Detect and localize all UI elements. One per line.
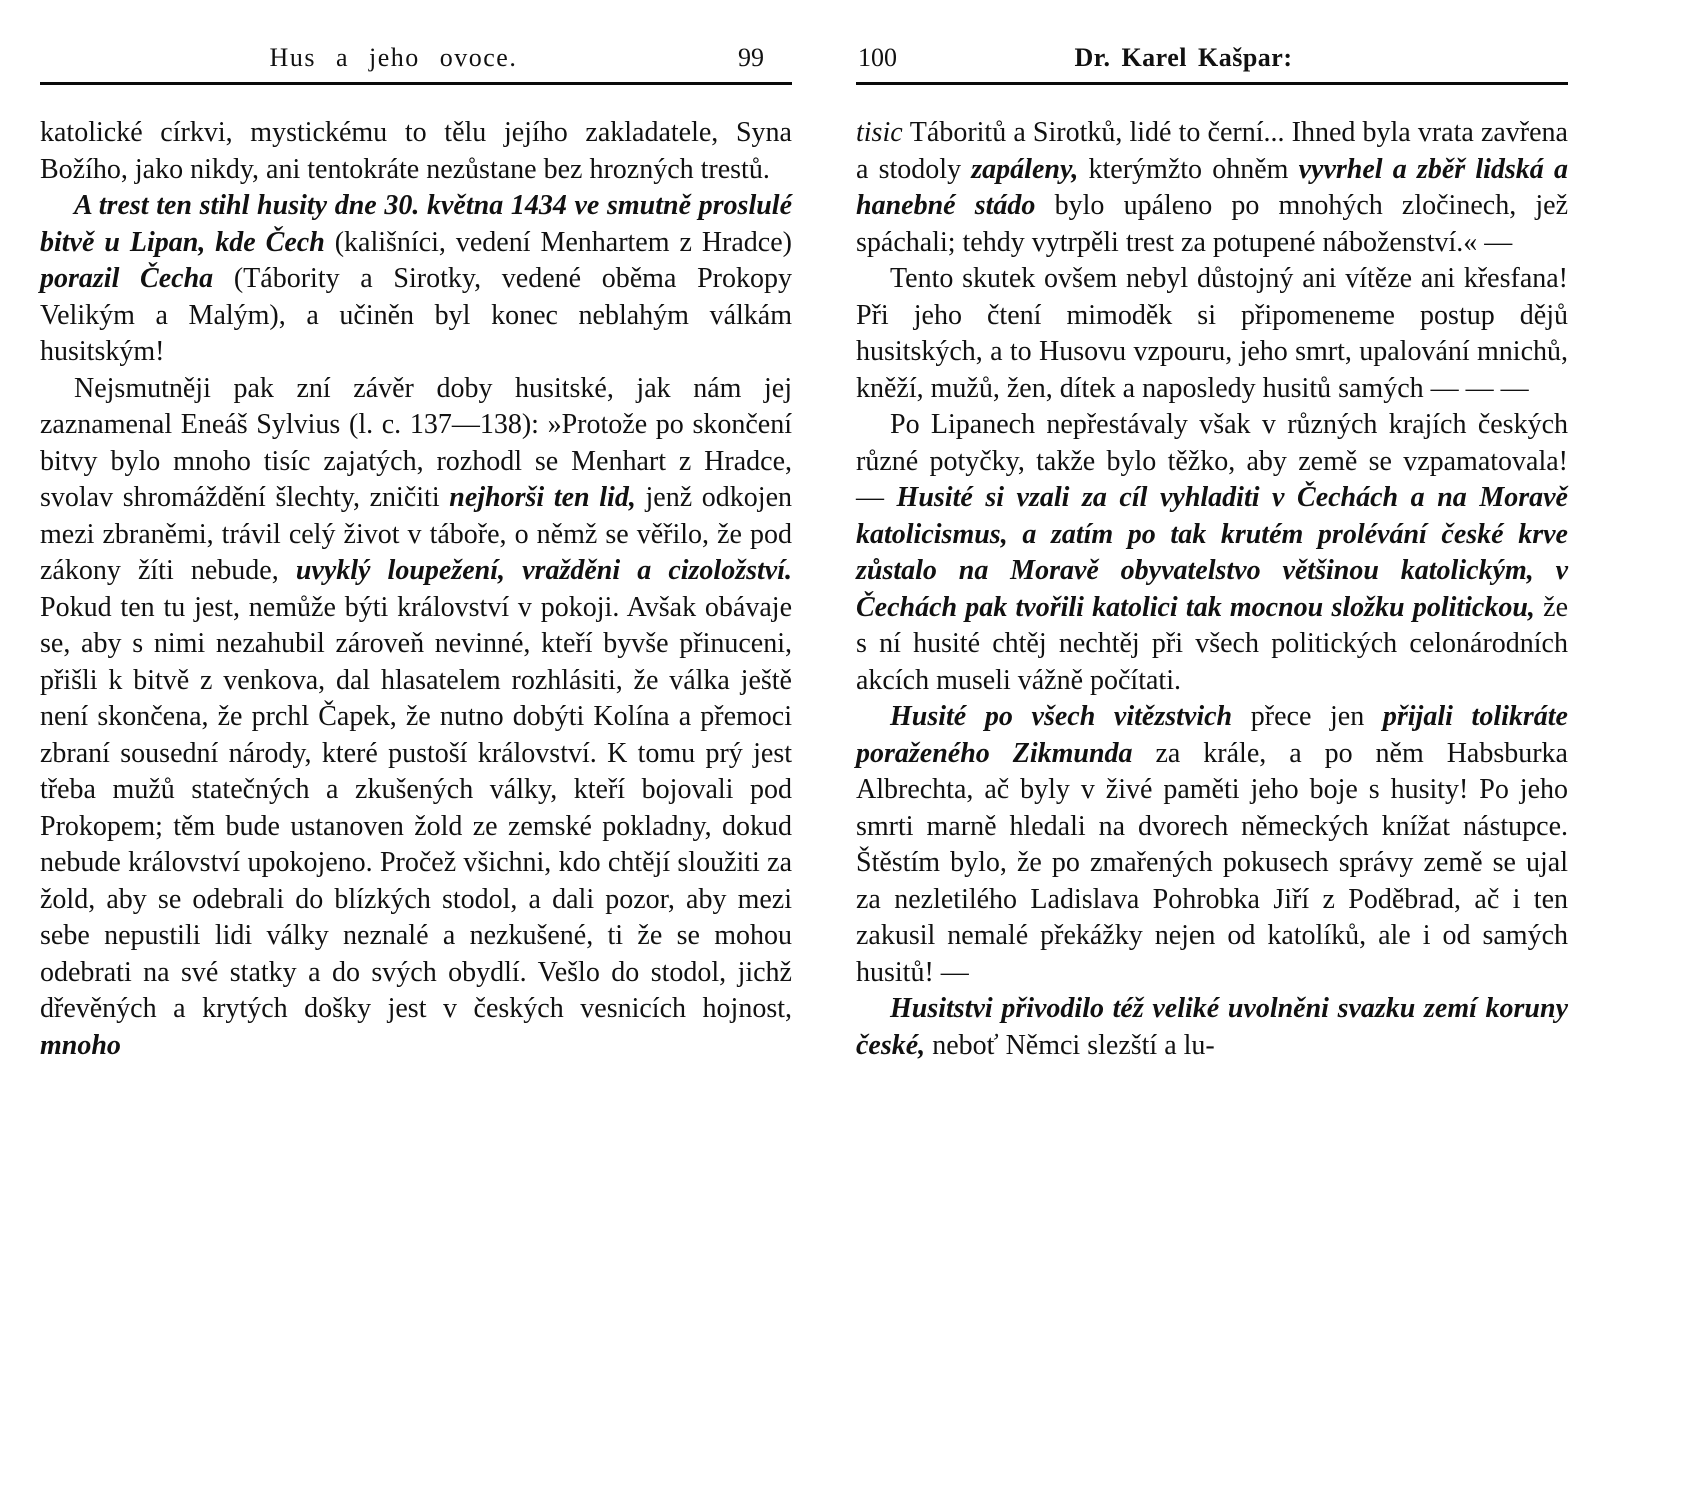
body-text: Táboritů a Sirotků, lidé to černí... Ihned byla vrata zavřena a stodoly (856, 117, 1568, 185)
emphasis-text: nejhorši ten lid, (449, 482, 646, 513)
emphasis-text: mnoho (40, 1029, 121, 1061)
italic-text: tisic (856, 117, 910, 148)
paragraph (856, 261, 1568, 407)
body-text: (kališníci, vedení Menhartem z Hradce) (334, 226, 792, 258)
emphasis-text: přijali tolikráte poraženého Zikmunda (856, 701, 1568, 769)
emphasis-text: Husité po všech vitězstvich (890, 701, 1251, 732)
page-number-100: 100 (858, 43, 897, 72)
paragraph (40, 188, 792, 371)
body-text: za krále, a po něm Habsburka Albrechta, ač byly v živé paměti jeho boje s husity! Po jeho smrti marně hledali na dvorech německých knížat nástupce. Štěstím bylo, že po zmařených pokusech správy země se ujal za nezletilého Ladislava Pohrobka Jiří z Poděbrad, ač i ten zakusil nemalé překážky nejen od katolíků, ale i od samých husitů! — (856, 737, 1568, 988)
body-text: Po Lipanech nepřestávaly však v různých krajích českých různé potyčky, takže bylo těžko, aby země se vzpamatovala! — (856, 409, 1568, 513)
body-text: kterýmžto ohněm (1088, 153, 1299, 185)
paragraph (856, 699, 1568, 991)
body-text: že s ní husité chtěj nechtěj při všech politických celonárodních akcích museli vážně počítati. (856, 591, 1568, 696)
paragraph (40, 371, 792, 1065)
right-page-header (856, 40, 1568, 76)
emphasis-text: zapáleny, (971, 153, 1089, 185)
body-text: Tento skutek ovšem nebyl důstojný ani vítěze ani křesfana! Při jeho čtení mimoděk si připomeneme postup dějů husitských, a to Husovu vzpouru, jeho smrt, upalování mnichů, kněží, mužů, žen, dítek a naposledy husitů samých — — — (856, 263, 1568, 404)
running-title-right: Dr. Karel Kašpar: (1074, 43, 1293, 72)
page-100 (856, 40, 1568, 1460)
paragraph (856, 407, 1568, 699)
page-number-99: 99 (738, 43, 764, 72)
page-99 (40, 40, 792, 1460)
emphasis-text: vyvrhel a zběř lidská a hanebné stádo (856, 153, 1568, 221)
body-text: neboť Němci slezští a lu- (932, 1029, 1215, 1061)
body-text: (Tábority a Sirotky, vedené oběma Prokopy Velikým a Malým), a učiněn byl konec neblahým válkám husitským! (40, 263, 792, 367)
emphasis-text: porazil Čecha (40, 263, 234, 294)
left-page-header (40, 40, 792, 76)
paragraph (40, 115, 792, 188)
header-rule-left (40, 82, 792, 85)
paragraph (856, 991, 1568, 1064)
emphasis-text: Husitstvi přivodilo též veliké uvolněni svazku zemí koruny české, (856, 993, 1568, 1061)
emphasis-text: uvyklý loupežení, vražděni a cizoložství. (295, 555, 792, 586)
body-text: Nejsmutněji pak zní závěr doby husitské, jak nám jej zaznamenal Eneáš Sylvius (l. c. 137—138): »Protože po skončení bitvy bylo mnoho tisíc zajatých, rozhodl se Menhart z Hradce, svolav shromáždění šlechty, zničiti (40, 372, 792, 513)
body-text: bylo upáleno po mnohých zločinech, jež spáchali; tehdy vytrpěli trest za potupené náboženství.« — (856, 190, 1569, 258)
running-title-left: Hus a jeho ovoce. (269, 43, 518, 72)
body-text: katolické církvi, mystickému to tělu jejího zakladatele, Syna Božího, jako nikdy, ani tentokráte nezůstane bez hrozných trestů. (40, 117, 792, 185)
emphasis-text: Husité si vzali za cíl vyhladiti v Čechách a na Moravě katolicismus, a zatím po tak krutém prolévání české krve zůstalo na Moravě obyvatelstvo většinou katolickým, v Čechách pak tvořili katolici tak mocnou složku politickou, (856, 482, 1568, 623)
body-text: jenž odkojen mezi zbraněmi, trávil celý život v táboře, o němž se věřilo, že pod zákony žíti nebude, (40, 482, 792, 586)
header-rule-right (856, 82, 1568, 85)
right-page-body (856, 115, 1568, 1064)
left-page-body (40, 115, 792, 1064)
body-text: Pokud ten tu jest, nemůže býti království v pokoji. Avšak obávaje se, aby s nimi nezahubil zároveň nevinné, kteří byvše přinuceni, přišli k bitvě z venkova, dal hlasatelem rozhlásiti, že válka ještě není skončena, že prchl Čapek, že nutno dobýti Kolína a přemoci zbraní sousední národy, které pustoší království. K tomu prý jest třeba mužů statečných a zkušených války, kteří bojovali pod Prokopem; těm bude ustanoven žold ze zemské pokladny, dokud nebude království upokojeno. Pročež všichni, kdo chtějí sloužiti za žold, aby se odebrali do blízkých stodol, a dali pozor, aby mezi sebe nepustili lidi války neznalé a nezkušené, ti že se mohou odebrati na své statky a do svých obydlí. Vešlo do stodol, jichž dřevěných a krytých došky jest v českých vesnicích hojnost, (40, 591, 792, 1024)
paragraph (856, 115, 1568, 261)
body-text: přece jen (1250, 701, 1383, 732)
emphasis-text: A trest ten stihl husity dne 30. května 1434 ve smutně proslulé bitvě u Lipan, kde Čech (40, 190, 792, 258)
